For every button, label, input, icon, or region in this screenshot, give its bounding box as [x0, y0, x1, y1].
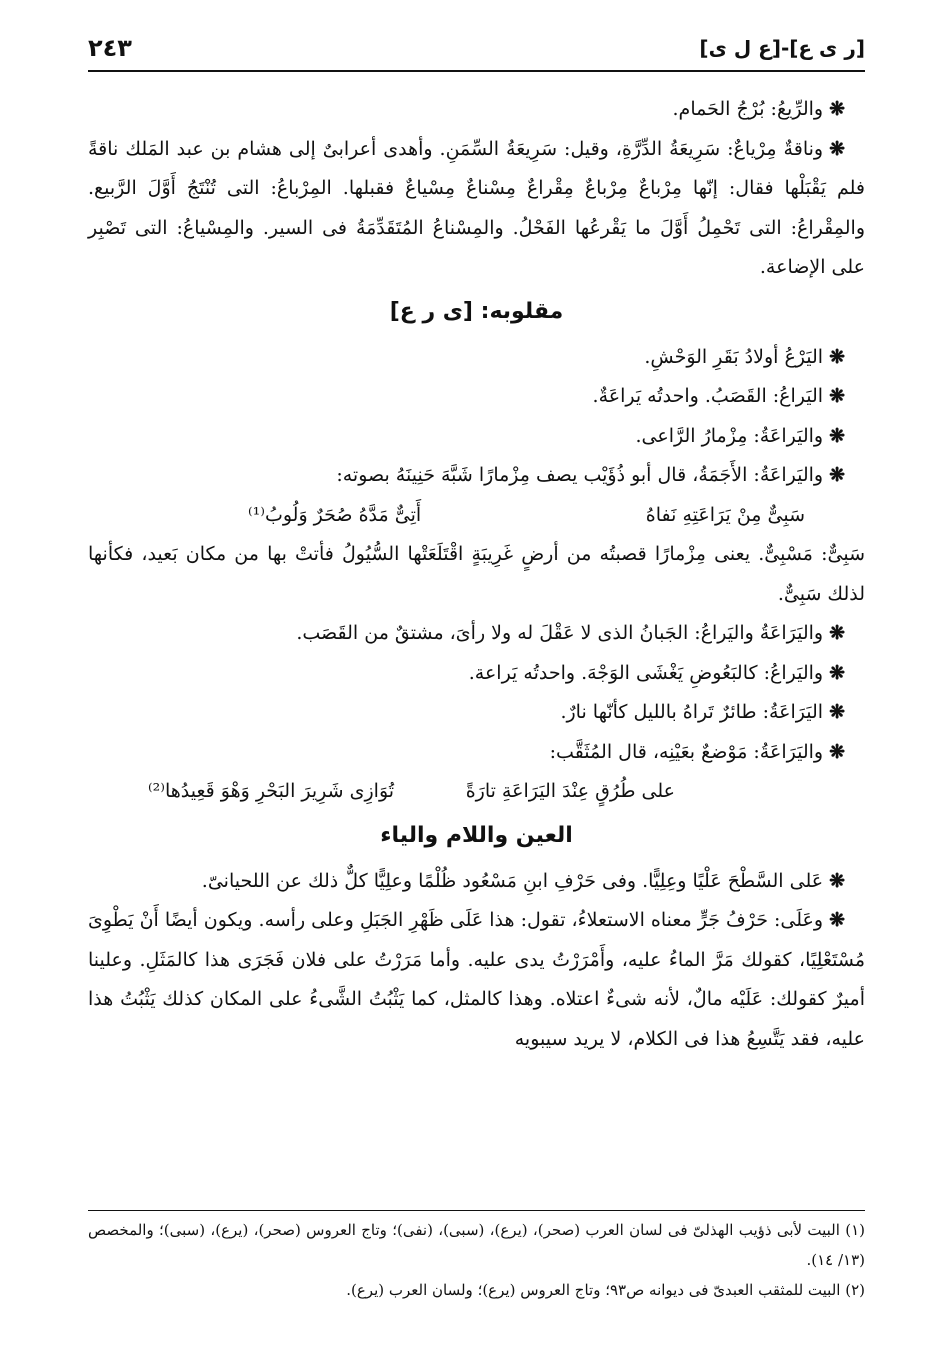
entry-text: اليَرْعُ أولادُ بَقَرِ الوَحْشِ. — [644, 345, 824, 368]
section-heading: العين واللام والياء — [380, 822, 573, 848]
entry-text: وناقةٌ مِرْياعٌ: سَرِيعَةُ الدِّرَّةِ، وقيل: سَرِيعَةُ السِّمَنِ. وأهدى أعرابىٌ إلى هشام بن عبد المَلك ناقةً فلم يَقْبَلْها فقال: إنّها مِرْباعٌ مِرْباعٌ مِقْراعٌ مِسْناعٌ مِسْياعٌ فقبلها. المِرْباعُ: التى تُنْتَجُ أَوَّلَ الرَّبيع. والمِقْراعُ: التى تَحْمِلُ أَوَّلَ ما يَقْرعُها الفَحْلُ. والمِسْناعُ المُتَقَدِّمَةُ فى السير. والمِسْياعُ: التى تَصْبِر على الإضاعة. — [88, 137, 865, 278]
verse-hemistich-second: أَتِىٌّ مَدَّهُ صُحَرٌ وَلُوبُ⁽¹⁾ — [248, 503, 422, 526]
entry-paragraph: سَبِىٌّ: مَسْبِىٌّ. يعنى مِزْمارًا قصبتُه من أرضٍ غَرِيبَةٍ اقْتَلَعَتْها السُّيُولُ فأتتْ بها من مكان بَعيد، فكأنها لذلك سَبِىٌّ. — [88, 543, 865, 605]
verse-hemistich-second: تُوَازِى شَرِيرَ البَحْرِ وَهْوَ قَعِيدُها⁽²⁾ — [148, 780, 395, 802]
footnotes — [88, 1210, 865, 1305]
entry-paragraph — [88, 654, 865, 694]
entry-text: واليَراعُ: كالبَعُوضِ يَغْشَى الوَجْهَ. واحدتُه يَراعة. — [468, 661, 824, 684]
asterisk-icon: ❋ — [829, 622, 845, 644]
verse-line — [88, 772, 865, 812]
footnote: (١) البيت لأبى ذؤيب الهذلىّ فى لسان العرب (صحر)، (يرع)، (سبى)، (نفى)؛ وتاج العروس (صحر)، (يرع)، (سبى)؛ والمخصص (١٣/ ١٤). — [88, 1221, 865, 1269]
asterisk-icon: ❋ — [829, 701, 845, 723]
running-head: [ر ى ع]-[ع ل ى] — [699, 36, 865, 60]
entry-text: عَلى السَّطْحَ عَلْيًا وعِلِيًّا. وفى حَرْفِ ابنِ مَسْعُود ظُلْمًا وعلِيًّا كلٌّ ذلك عن اللحيانىّ. — [201, 869, 824, 892]
section-heading: مقلوبه: [ى ر ع] — [389, 298, 564, 324]
entry-paragraph — [88, 90, 865, 130]
asterisk-icon: ❋ — [829, 661, 845, 684]
entry-text: اليَراعُ: القَصَبُ. واحدتُه يَراعَةٌ. — [592, 385, 824, 407]
entry-text: واليَرَاعَةُ واليَراعُ: الجَبانُ الذى لا عَقْلَ له ولا رأىَ، مشتقٌ من القَصَب. — [296, 622, 824, 644]
entry-paragraph — [88, 693, 865, 733]
entry-paragraph — [88, 733, 865, 773]
entry-text: وعَلَى: حَرْفُ جَرٍّ معناه الاستعلاءُ، تقول: هذا عَلَى ظَهْرِ الجَبَلِ وعلى رأسه. ويكون أيضًا أَنْ يَطْوِىَ مُسْتَعْلِيًا، كقولك مَرَّ الماءُ عليه، وأَمْرَرْتُ يدى عليه. وأما مَرَرْتُ على فلان فَجَرَى هذا كالمَثَلِ. وعلينا أميرٌ كقولك: عَلَيْه مالٌ، لأنه شىءٌ اعتلاه. وهذا كالمثل، كما يَثْبُتُ الشَّىءُ على المكان كذلك يَثْبُتُ هذا عليه، فقد يَتَّسِعُ هذا فى الكلام، لا يريد سيبويه — [88, 909, 865, 1050]
page-number: ٢٤٣ — [88, 34, 132, 62]
asterisk-icon: ❋ — [829, 98, 845, 120]
entry-paragraph — [88, 338, 865, 378]
footnote: (٢) البيت للمثقب العبدىّ فى ديوانه ص٩٣؛ وتاج العروس (يرع)؛ ولسان العرب (يرع). — [346, 1281, 865, 1299]
asterisk-icon: ❋ — [829, 137, 845, 160]
asterisk-icon: ❋ — [829, 740, 845, 763]
entry-paragraph — [88, 130, 865, 288]
asterisk-icon: ❋ — [829, 909, 845, 931]
verse-hemistich-first: على طُرُقٍ عِنْدَ اليَرَاعَةِ تارَةً — [465, 780, 675, 802]
verse-line — [88, 496, 865, 536]
entry-text: واليَرَاعَةُ: مَوْضعٌ بعَيْنِه، قال المُثَقَّب: — [549, 740, 824, 763]
entry-text: واليَراعَةُ: الأَجَمَةُ، قال أبو ذُؤَيْب يصف مِزْمارًا شَبَّهَ حَنِينَهُ بصوته: — [336, 464, 824, 486]
entry-paragraph — [88, 417, 865, 457]
asterisk-icon: ❋ — [829, 464, 845, 486]
asterisk-icon: ❋ — [829, 869, 845, 892]
page-header — [88, 30, 865, 72]
entry-text: اليَرَاعَةُ: طائرٌ تَراهُ بالليل كأنّها نارٌ. — [560, 701, 824, 723]
entry-text: والرِّيعُ: بُرْجُ الحَمام. — [672, 98, 824, 120]
entry-paragraph — [88, 862, 865, 902]
entry-paragraph — [88, 456, 865, 496]
page-body — [88, 90, 865, 1059]
asterisk-icon: ❋ — [829, 385, 845, 407]
entry-paragraph — [88, 377, 865, 417]
entry-paragraph — [88, 901, 865, 1059]
entry-text: واليَراعَةُ: مِزْمارُ الرَّاعى. — [635, 424, 824, 447]
entry-paragraph — [88, 614, 865, 654]
asterisk-icon: ❋ — [829, 345, 845, 368]
asterisk-icon: ❋ — [829, 424, 845, 447]
verse-hemistich-first: سَبِىٌّ مِنْ يَرَاعَتِهِ نَفاهُ — [645, 503, 805, 526]
